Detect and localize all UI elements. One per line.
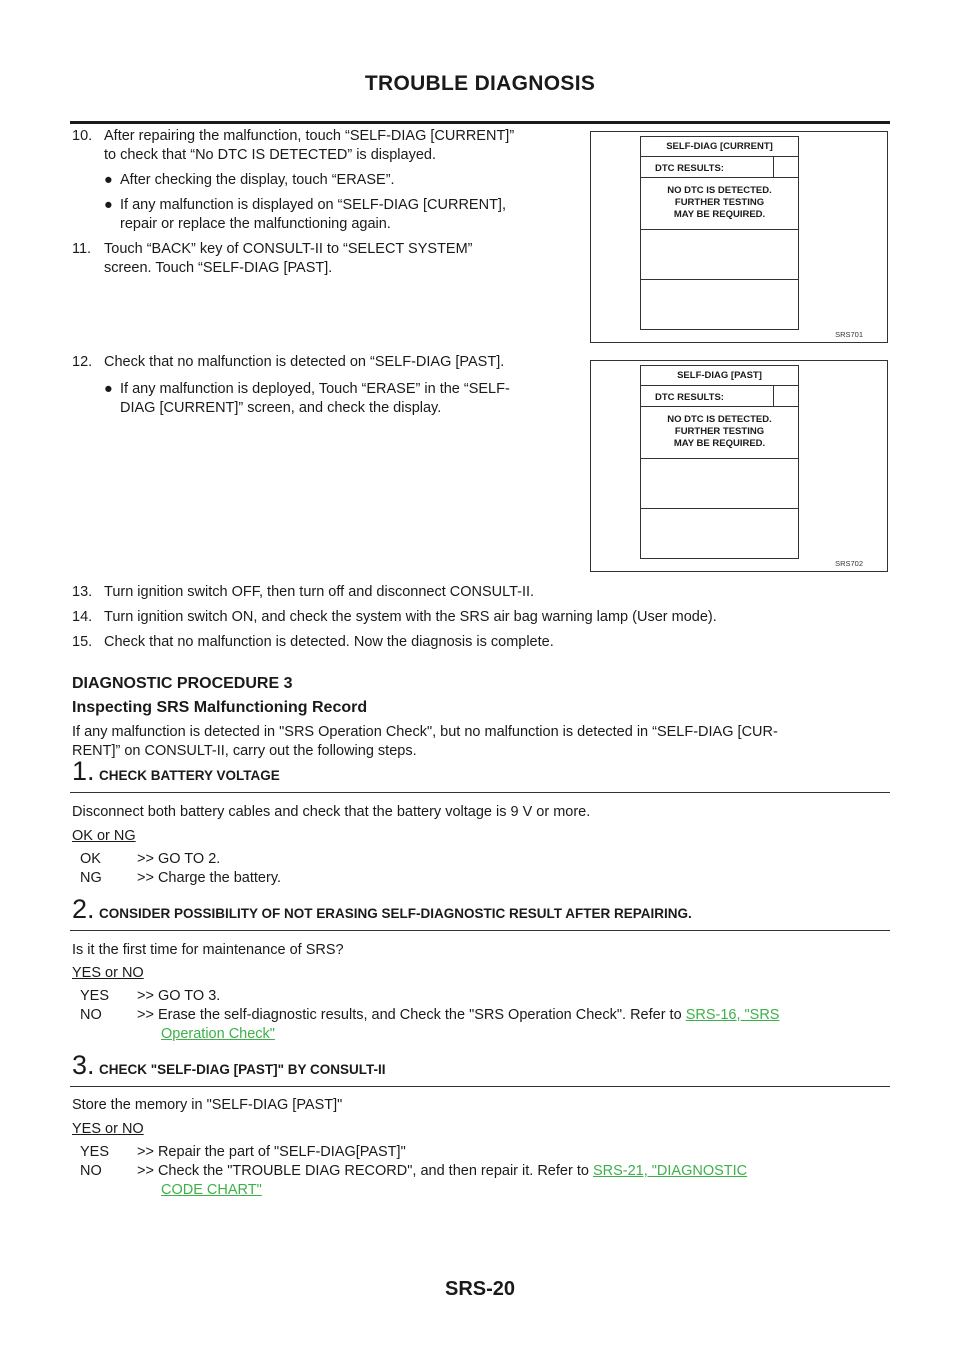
step-rule xyxy=(70,792,890,793)
link-diagnostic-code-chart-cont[interactable]: CODE CHART" xyxy=(161,1182,262,1198)
result-value: >> GO TO 3. xyxy=(137,988,221,1004)
step-title: CONSIDER POSSIBILITY OF NOT ERASING SELF-DIAGNOSTIC RESULT AFTER REPAIRING. xyxy=(98,906,692,921)
step-title: CHECK BATTERY VOLTAGE xyxy=(98,768,280,783)
figure-code: SRS702 xyxy=(835,559,863,568)
step-number: 15. xyxy=(72,634,93,650)
step-number: 13. xyxy=(72,584,93,600)
dtc-message: NO DTC IS DETECTED. FURTHER TESTING MAY BE REQUIRED. xyxy=(667,185,772,220)
procedure-intro: If any malfunction is detected in "SRS Operation Check", but no malfunction is detected in “SELF-DIAG [CUR- xyxy=(72,724,778,740)
figure-self-diag-past xyxy=(590,360,888,572)
procedure-intro-line2: RENT]” on CONSULT-II, carry out the following steps. xyxy=(72,743,417,759)
step-2-body: Is it the first time for maintenance of SRS? xyxy=(72,942,344,958)
bullet-dot: ● xyxy=(104,172,113,188)
bullet-repair-line2: repair or replace the malfunctioning again. xyxy=(120,216,391,232)
step-number: 11. xyxy=(72,241,92,257)
step-1-body: Disconnect both battery cables and check that the battery voltage is 9 V or more. xyxy=(72,804,591,820)
link-srs-operation-check-cont[interactable]: Operation Check" xyxy=(161,1026,275,1042)
consult-screen xyxy=(640,365,799,559)
result-key: OK xyxy=(80,851,101,867)
step-number: 10. xyxy=(72,128,93,144)
page-number: SRS-20 xyxy=(444,1278,516,1300)
step-3-body: Store the memory in "SELF-DIAG [PAST]" xyxy=(72,1097,343,1113)
step-10-line2: to check that “No DTC IS DETECTED” is displayed. xyxy=(104,147,436,163)
step-rule xyxy=(70,930,890,931)
dtc-message: NO DTC IS DETECTED. FURTHER TESTING MAY BE REQUIRED. xyxy=(667,414,772,449)
step-number: 2. xyxy=(72,894,95,924)
result-value: >> Repair the part of "SELF-DIAG[PAST]" xyxy=(137,1144,406,1160)
step-number: 14. xyxy=(72,609,93,625)
step-text: After repairing the malfunction, touch “SELF-DIAG [CURRENT]” xyxy=(104,128,515,144)
step-14 xyxy=(72,608,717,627)
step-1-header xyxy=(72,756,280,787)
bullet-erase: After checking the display, touch “ERASE”. xyxy=(120,172,395,188)
judgement-label: YES or NO xyxy=(72,1121,144,1137)
step-13 xyxy=(72,583,534,602)
result-value: >> Erase the self-diagnostic results, and Check the "SRS Operation Check". Refer to SRS-16, "SRS xyxy=(137,1007,780,1023)
judgement-label: OK or NG xyxy=(72,828,136,844)
step-2-header xyxy=(72,894,692,925)
step-rule xyxy=(70,1086,890,1087)
bullet-erase-current-line2: DIAG [CURRENT]” screen, and check the display. xyxy=(120,400,442,416)
result-value: >> Check the "TROUBLE DIAG RECORD", and then repair it. Refer to SRS-21, "DIAGNOSTIC xyxy=(137,1163,748,1179)
step-3-header xyxy=(72,1050,386,1081)
page-header-title: TROUBLE DIAGNOSIS xyxy=(364,72,596,95)
step-text: Touch “BACK” key of CONSULT-II to “SELECT SYSTEM” xyxy=(104,241,473,257)
result-key: NO xyxy=(80,1007,102,1023)
header-rule xyxy=(70,121,890,124)
judgement-label: YES or NO xyxy=(72,965,144,981)
result-key: YES xyxy=(80,1144,110,1160)
result-key: NO xyxy=(80,1163,102,1179)
screen-title: SELF-DIAG [CURRENT] xyxy=(666,141,773,152)
result-value: >> Charge the battery. xyxy=(137,870,282,886)
step-title: CHECK "SELF-DIAG [PAST]" BY CONSULT-II xyxy=(98,1062,386,1077)
step-11 xyxy=(72,240,582,259)
step-number: 3. xyxy=(72,1050,95,1080)
consult-screen xyxy=(640,136,799,330)
link-diagnostic-code-chart[interactable]: SRS-21, "DIAGNOSTIC xyxy=(592,1163,748,1179)
step-text: Turn ignition switch ON, and check the system with the SRS air bag warning lamp (User mode). xyxy=(104,609,717,625)
result-key: NG xyxy=(80,870,102,886)
bullet-erase-current: If any malfunction is deployed, Touch “ERASE” in the “SELF- xyxy=(120,381,510,397)
step-text: Turn ignition switch OFF, then turn off and disconnect CONSULT-II. xyxy=(104,584,535,600)
result-value: >> GO TO 2. xyxy=(137,851,221,867)
link-srs-operation-check[interactable]: SRS-16, "SRS xyxy=(685,1007,780,1023)
figure-self-diag-current xyxy=(590,131,888,343)
bullet-dot: ● xyxy=(104,197,113,213)
bullet-repair: If any malfunction is displayed on “SELF-DIAG [CURRENT], xyxy=(120,197,506,213)
step-text: Check that no malfunction is detected on “SELF-DIAG [PAST]. xyxy=(104,354,505,370)
result-key: YES xyxy=(80,988,110,1004)
step-15 xyxy=(72,633,554,652)
dtc-results-label: DTC RESULTS: xyxy=(655,163,724,174)
figure-code: SRS701 xyxy=(835,330,863,339)
screen-title: SELF-DIAG [PAST] xyxy=(677,370,762,381)
step-number: 12. xyxy=(72,354,93,370)
step-12 xyxy=(72,353,582,372)
step-11-line2: screen. Touch “SELF-DIAG [PAST]. xyxy=(104,260,333,276)
dtc-results-label: DTC RESULTS: xyxy=(655,392,724,403)
step-10 xyxy=(72,127,582,146)
result-link-line2 xyxy=(161,1181,262,1200)
result-link-line2 xyxy=(161,1025,275,1044)
procedure-subheading: Inspecting SRS Malfunctioning Record xyxy=(72,699,368,716)
step-text: Check that no malfunction is detected. Now the diagnosis is complete. xyxy=(104,634,554,650)
procedure-heading: DIAGNOSTIC PROCEDURE 3 xyxy=(72,675,293,692)
step-number: 1. xyxy=(72,756,95,786)
bullet-dot: ● xyxy=(104,381,113,397)
